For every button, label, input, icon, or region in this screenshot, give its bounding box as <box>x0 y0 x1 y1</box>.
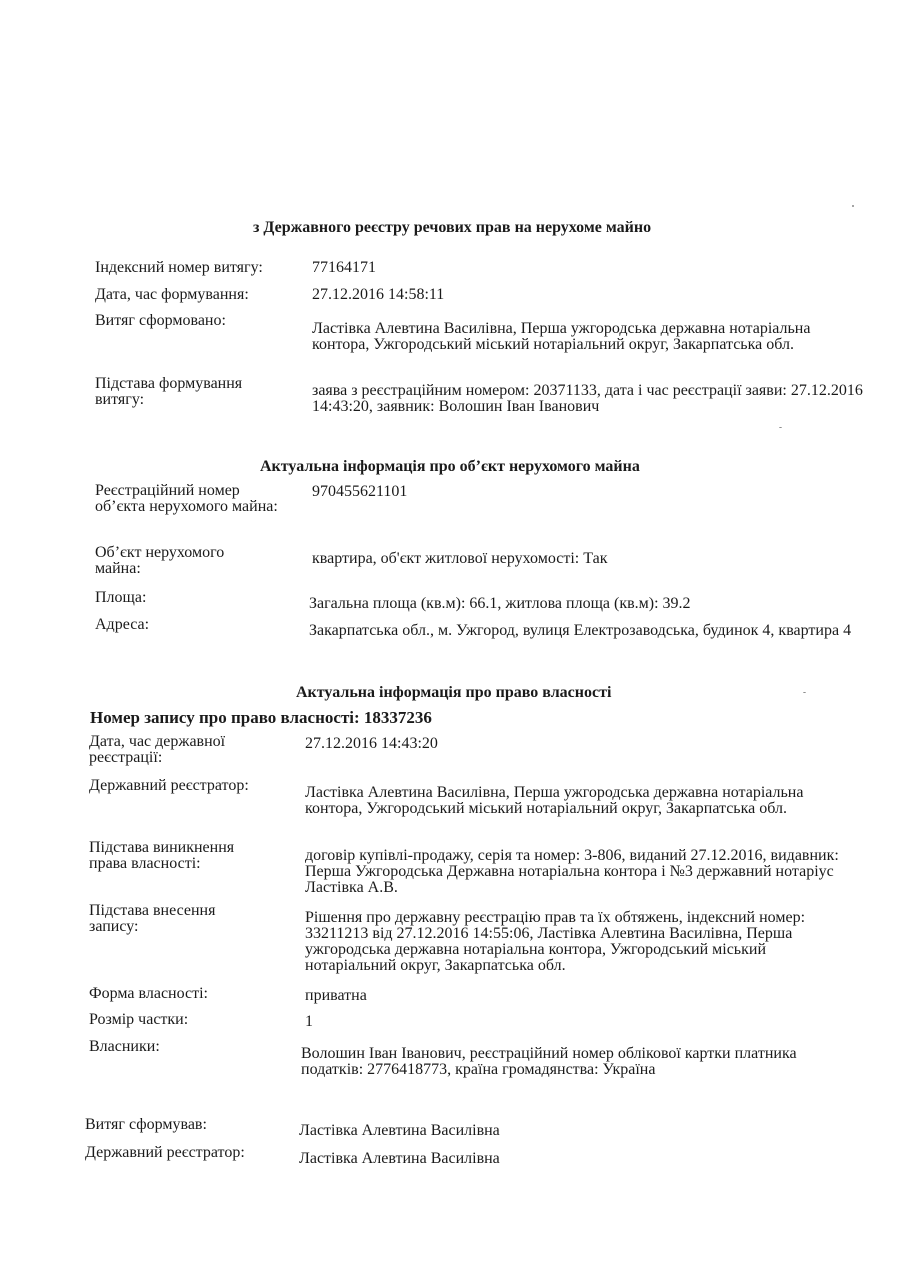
ownership-record-number: Номер запису про право власності: 18337236 <box>90 708 432 727</box>
label-area: Площа: <box>95 589 147 606</box>
label-extract-formed-by: Витяг сформував: <box>85 1116 207 1133</box>
scan-speck <box>803 692 806 693</box>
label-footer-registrar: Державний реєстратор: <box>85 1144 245 1161</box>
label-record-basis: Підстава внесення запису: <box>89 902 216 935</box>
value-extract-formed-by: Ластівка Алевтина Василівна <box>299 1122 500 1139</box>
label-state-registrar: Державний реєстратор: <box>89 777 249 794</box>
scan-speck <box>779 427 782 428</box>
value-record-basis: Рішення про державну реєстрацію прав та їх обтяжень, індексний номер: 33211213 від 27.12.2016 14:55:06, Ластівка Алевтина Василівна, Перша ужгородська державна нотаріальна контора, Ужгородський міський нотаріальний округ, Закарпатська обл. <box>305 909 806 974</box>
value-ownership-basis: договір купівлі-продажу, серія та номер: 3-806, виданий 27.12.2016, видавник: Перша Ужгородська Державна нотаріальна контора і №3 державний нотаріус Ластівка А.В. <box>305 847 839 896</box>
value-extract-index: 77164171 <box>312 259 376 276</box>
label-object-type: Об’єкт нерухомого майна: <box>95 544 225 577</box>
label-formed-by: Витяг сформовано: <box>95 312 226 329</box>
object-section-heading: Актуальна інформація про об’єкт нерухомого майна <box>260 458 640 475</box>
value-object-reg-number: 970455621101 <box>312 483 408 500</box>
label-registration-date: Дата, час державної реєстрації: <box>89 733 226 766</box>
value-formation-date: 27.12.2016 14:58:11 <box>312 286 445 303</box>
value-address: Закарпатська обл., м. Ужгород, вулиця Електрозаводська, будинок 4, квартира 4 <box>309 622 852 639</box>
label-object-reg-number: Реєстраційний номер об’єкта нерухомого майна: <box>95 482 278 515</box>
label-formation-date: Дата, час формування: <box>95 286 249 303</box>
label-ownership-basis: Підстава виникнення права власності: <box>89 839 235 872</box>
value-footer-registrar: Ластівка Алевтина Василівна <box>299 1150 500 1167</box>
label-address: Адреса: <box>95 616 150 633</box>
value-ownership-form: приватна <box>305 987 367 1004</box>
label-ownership-form: Форма власності: <box>89 985 208 1002</box>
label-formation-basis: Підстава формування витягу: <box>95 375 243 408</box>
value-owners: Волошин Іван Іванович, реєстраційний номер облікової картки платника податків: 2776418773, країна громадянства: Україна <box>301 1045 797 1078</box>
value-state-registrar: Ластівка Алевтина Василівна, Перша ужгородська державна нотаріальна контора, Ужгородський міський нотаріальний округ, Закарпатська обл. <box>305 784 804 817</box>
label-share-size: Розмір частки: <box>89 1011 189 1028</box>
value-share-size: 1 <box>305 1013 313 1030</box>
value-formed-by: Ластівка Алевтина Василівна, Перша ужгородська державна нотаріальна контора, Ужгородський міський нотаріальний округ, Закарпатська обл. <box>312 320 811 353</box>
document-title: з Державного реєстру речових прав на нерухоме майно <box>253 219 652 236</box>
value-registration-date: 27.12.2016 14:43:20 <box>305 735 438 752</box>
value-formation-basis: заява з реєстраційним номером: 20371133, дата і час реєстрації заяви: 27.12.2016 14:43:20, заявник: Волошин Іван Іванович <box>312 382 863 415</box>
value-area: Загальна площа (кв.м): 66.1, житлова площа (кв.м): 39.2 <box>309 595 691 612</box>
value-object-type: квартира, об'єкт житлової нерухомості: Так <box>312 550 608 567</box>
ownership-section-heading: Актуальна інформація про право власності <box>296 684 612 701</box>
label-owners: Власники: <box>89 1038 160 1055</box>
scan-speck <box>852 205 854 207</box>
label-extract-index: Індексний номер витягу: <box>95 259 263 276</box>
